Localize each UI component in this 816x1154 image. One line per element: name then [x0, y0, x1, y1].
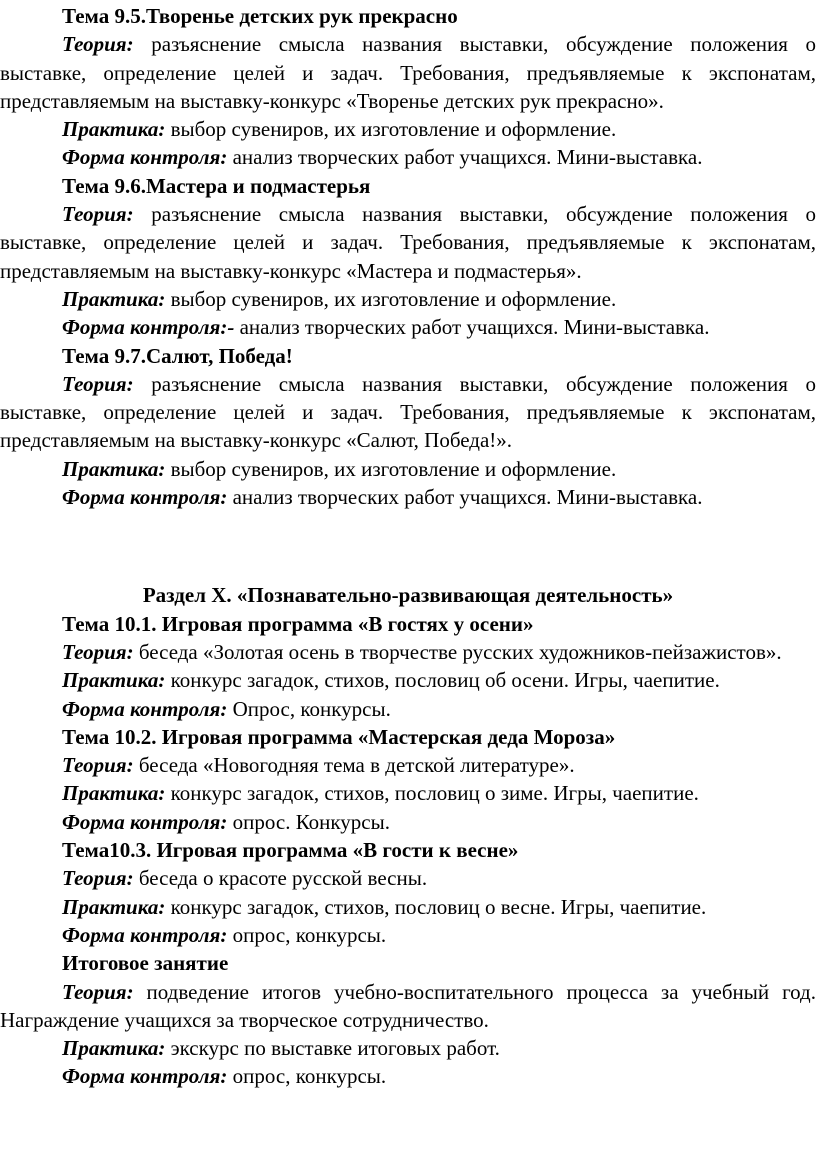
body-paragraph: [0, 200, 816, 285]
paragraph-label: Форма контроля:: [62, 922, 228, 947]
topic-heading: Тема 10.2. Игровая программа «Мастерская деда Мороза»: [62, 724, 616, 749]
paragraph-text: Опрос, конкурсы.: [227, 696, 391, 721]
paragraph-spacer: [0, 532, 816, 560]
paragraph-text: разъяснение смысла названия выставки, обсуждение положения о выставке, определение целей и задач. Требования, предъявляемые к экспонатам, представляемым на выставку-конкурс «Салют, Победа!».: [0, 371, 816, 453]
paragraph-label: Практика:: [62, 894, 166, 919]
body-paragraph: [0, 808, 816, 836]
paragraph-text: анализ творческих работ учащихся. Мини-выставка.: [227, 485, 703, 510]
paragraph-label: Практика:: [62, 781, 166, 806]
body-paragraph: [0, 751, 816, 779]
paragraph-label: Практика:: [62, 286, 166, 311]
paragraph-text: конкурс загадок, стихов, пословиц о зиме. Игры, чаепитие.: [165, 781, 699, 806]
paragraph-label: Практика:: [62, 456, 166, 481]
paragraph-label: Форма контроля:: [62, 809, 228, 834]
paragraph-text: беседа о красоте русской весны.: [133, 866, 428, 891]
paragraph-label: Практика:: [62, 1036, 166, 1061]
topic-heading: Тема 9.6.Мастера и подмастерья: [62, 173, 371, 198]
paragraph-text: разъяснение смысла названия выставки, обсуждение положения о выставке, определение целей и задач. Требования, предъявляемые к экспонатам, представляемым на выставку-конкурс «Творенье детских рук прекрасно».: [0, 32, 816, 113]
paragraph-text: разъяснение смысла названия выставки, обсуждение положения о выставке, определение целей и задач. Требования, предъявляемые к экспонатам, представляемым на выставку-конкурс «Мастера и подмастерья».: [0, 202, 816, 283]
body-paragraph: [0, 370, 816, 455]
body-paragraph: [0, 115, 816, 143]
body-paragraph: [0, 483, 816, 511]
paragraph-text: выбор сувениров, их изготовление и оформление.: [165, 456, 617, 481]
paragraph-text: опрос, конкурсы.: [227, 1064, 387, 1089]
topic-heading: Тема 10.1. Игровая программа «В гостях у осени»: [62, 611, 534, 636]
paragraph-label: Теория:: [62, 866, 134, 891]
body-paragraph: [0, 30, 816, 115]
body-paragraph: [0, 143, 816, 171]
body-paragraph: [0, 1034, 816, 1062]
document-body: [0, 2, 816, 1091]
paragraph-text: подведение итогов учебно-воспитательного процесса за учебный год. Награждение учащихся за творческое сотрудничество.: [0, 979, 816, 1032]
body-paragraph: [0, 978, 816, 1035]
paragraph-label: Практика:: [62, 668, 166, 693]
paragraph-label: Теория:: [62, 639, 134, 664]
topic-heading: Тема 9.7.Салют, Победа!: [62, 343, 293, 368]
topic-heading: Тема10.3. Игровая программа «В гости к весне»: [62, 838, 519, 863]
topic-heading: Итоговое занятие: [62, 951, 229, 976]
paragraph-text: анализ творческих работ учащихся. Мини-выставка.: [234, 315, 710, 340]
body-paragraph: [0, 893, 816, 921]
paragraph-label: Теория:: [62, 371, 134, 396]
body-paragraph: [0, 455, 816, 483]
body-paragraph: [0, 666, 816, 694]
paragraph-text: экскурс по выставке итоговых работ.: [165, 1036, 500, 1061]
body-paragraph: [0, 921, 816, 949]
paragraph-label: Практика:: [62, 117, 166, 142]
body-paragraph: [0, 695, 816, 723]
paragraph-text: опрос. Конкурсы.: [227, 809, 390, 834]
body-paragraph: [0, 864, 816, 892]
paragraph-label: Теория:: [62, 32, 134, 57]
paragraph-label: Форма контроля:: [62, 485, 228, 510]
body-paragraph: [0, 638, 816, 666]
paragraph-label: Форма контроля:-: [62, 315, 235, 340]
paragraph-text: анализ творческих работ учащихся. Мини-выставка.: [227, 145, 703, 170]
body-paragraph: [0, 1062, 816, 1090]
paragraph-text: выбор сувениров, их изготовление и оформление.: [165, 286, 617, 311]
paragraph-text: конкурс загадок, стихов, пословиц об осени. Игры, чаепитие.: [165, 668, 720, 693]
paragraph-text: беседа «Золотая осень в творчестве русских художников-пейзажистов».: [133, 639, 782, 664]
paragraph-label: Теория:: [62, 753, 134, 778]
paragraph-label: Форма контроля:: [62, 696, 228, 721]
section-heading: Раздел Х. «Познавательно-развивающая деятельность»: [142, 583, 674, 608]
paragraph-label: Форма контроля:: [62, 1064, 228, 1089]
body-paragraph: [0, 313, 816, 341]
paragraph-text: выбор сувениров, их изготовление и оформление.: [165, 117, 617, 142]
topic-heading: Тема 9.5.Творенье детских рук прекрасно: [62, 4, 458, 28]
paragraph-label: Теория:: [62, 202, 134, 227]
paragraph-label: Форма контроля:: [62, 145, 228, 170]
paragraph-label: Теория:: [62, 979, 134, 1004]
paragraph-text: опрос, конкурсы.: [227, 922, 387, 947]
paragraph-text: беседа «Новогодняя тема в детской литературе».: [133, 753, 575, 778]
paragraph-text: конкурс загадок, стихов, пословиц о весне. Игры, чаепитие.: [165, 894, 707, 919]
body-paragraph: [0, 285, 816, 313]
body-paragraph: [0, 779, 816, 807]
